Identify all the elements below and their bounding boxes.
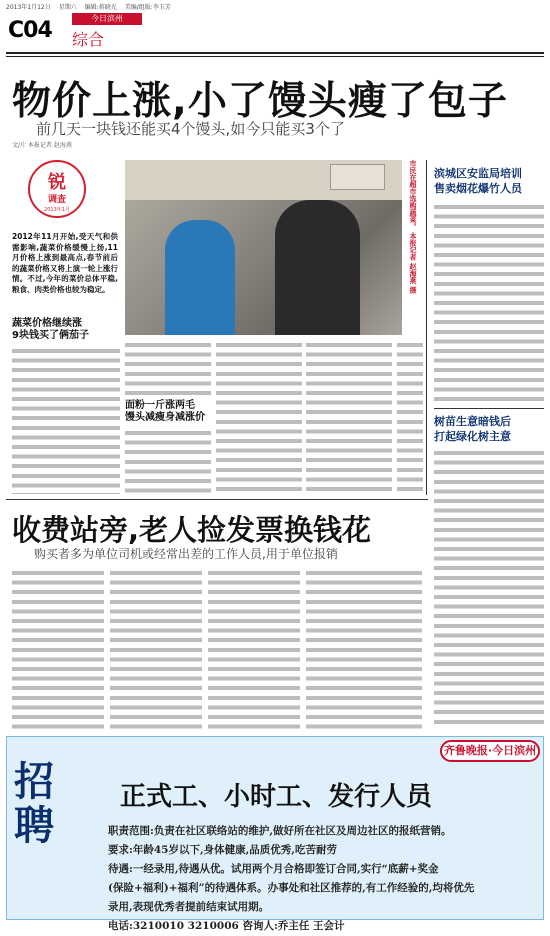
photo-person-left [165,220,235,335]
story2-col4-body [306,568,422,730]
ad-line-duties: 职责范围:负责在社区联络站的维护,做好所在社区及周边社区的报纸营销。 [108,825,452,837]
story1-col4-body [306,340,392,494]
date-line: 2013年1月12日 星期六 编辑:蒋晓光 美编/组版:李玉芳 [6,4,171,11]
right-article2-body [434,448,544,728]
page-number: C04 [8,18,52,43]
photo-person-right [275,200,360,335]
ad-logo: 齐鲁晚报·今日滨州 [440,740,540,762]
header-rule [6,52,544,54]
column-stamp [28,160,86,218]
header-rule-thin [6,56,544,57]
story2-col1-body [12,568,104,730]
story1-col1-body [12,346,120,494]
right-article1-body [434,202,544,402]
ad-line-requirements: 要求:年龄45岁以下,身体健康,品质优秀,吃苦耐劳 [108,844,337,856]
story2-subheadline: 购买者多为单位司机或经常出差的工作人员,用于单位报销 [34,547,338,561]
stamp-big: 锐 [48,172,66,193]
story1-lead: 2012年11月开始,受天气和供需影响,蔬菜价格缓慢上扬,11月价格上涨到最高点,春节前后的蔬菜价格又将上演一轮上涨行情。不过,今年的菜价总体平稳,粮食、肉类价格也较为稳定。 [12,232,118,294]
stamp-date: 2013年1月 [44,207,70,213]
story1-subheadline: 前几天一块钱还能买4个馒头,如今只能买3个了 [36,120,345,138]
stamp-small: 调查 [47,195,66,205]
story1-col2-body-b [125,428,211,494]
right-article1-title: 滨城区安监局培训 售卖烟花爆竹人员 [434,167,522,195]
right-article2-title: 树苗生意暗钱后 打起绿化树主意 [434,415,511,443]
ad-line-benefits-2: (保险+福利)+福利”的待遇体系。办事处和社区推荐的,有工作经验的,均将优先 [108,882,475,894]
ad-body [108,822,538,936]
ad-line-contact: 电话:3210010 3210006 咨询人:乔主任 王会计 [108,920,345,932]
story2-top-rule [6,499,428,500]
ad-line-benefits-3: 录用,表现优秀者提前结束试用期。 [108,901,270,913]
section-tag: 今日滨州 [72,13,142,25]
story1-col2-body-a [125,340,211,395]
story1-col3-body [216,340,302,494]
story1-photo [125,160,402,335]
ad-line-benefits-1: 待遇:一经录用,待遇从优。试用两个月合格即签订合同,实行“底薪+奖金 [108,863,439,875]
section-name: 综合 [72,30,105,49]
ad-headline: 正式工、小时工、发行人员 [120,782,433,812]
photo-sign [330,164,385,190]
right-article-divider [434,408,544,409]
ad-big-title: 招聘 [14,758,54,849]
photo-caption: 市民在超市选购蔬菜。 本报记者 赵海燕 摄 [409,160,417,294]
right-column-divider [426,160,427,495]
story1-byline: 文/片 本报记者 赵海燕 [12,142,72,149]
story1-headline: 物价上涨,小了馒头瘦了包子 [12,79,508,124]
section-b-title: 面粉一斤涨两毛 馒头减瘦身减涨价 [125,400,205,423]
story2-col2-body [110,568,202,730]
story1-col5-body [397,340,423,494]
section-a-title: 蔬菜价格继续涨 9块钱买了俩茄子 [12,318,89,341]
story2-headline: 收费站旁,老人捡发票换钱花 [12,513,372,547]
story2-col3-body [208,568,300,730]
